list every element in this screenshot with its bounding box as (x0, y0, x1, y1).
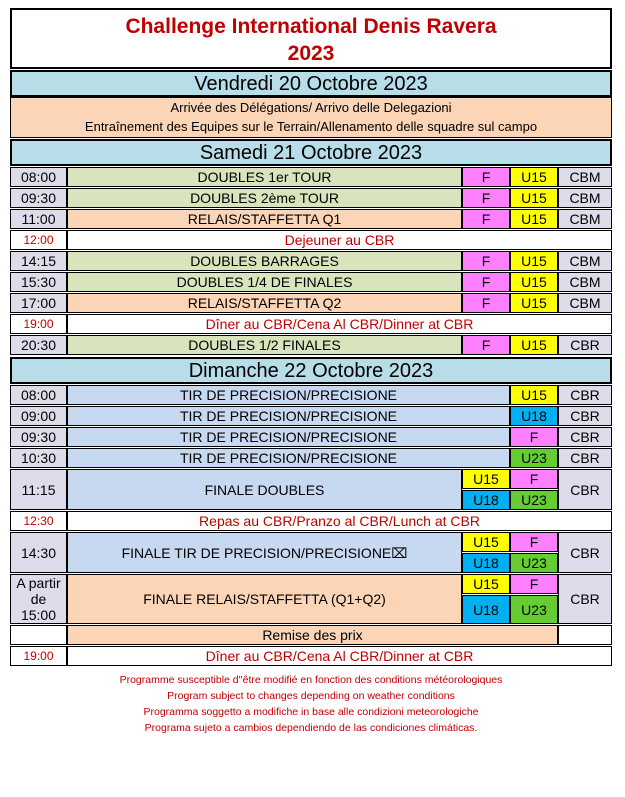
category-u23: U23 (510, 490, 558, 510)
title-line-1: Challenge International Denis Ravera (125, 15, 497, 38)
location-cell: CBR (558, 385, 612, 405)
category-u18: U18 (462, 553, 510, 573)
table-row (10, 406, 612, 426)
table-row (10, 448, 612, 468)
table-row (10, 230, 612, 250)
location-cell: CBM (558, 251, 612, 271)
prize-ceremony: Remise des prix (67, 625, 558, 645)
event-cell: DOUBLES 1er TOUR (67, 167, 462, 187)
event-cell: RELAIS/STAFFETTA Q1 (67, 209, 462, 229)
time-cell: 09:00 (10, 406, 67, 426)
category-u15: U15 (462, 574, 510, 594)
category-u15: U15 (510, 209, 558, 229)
event-cell: DOUBLES BARRAGES (67, 251, 462, 271)
table-row (10, 469, 612, 489)
time-cell: 19:00 (10, 646, 67, 666)
category-f: F (510, 532, 558, 552)
footer-line-en: Program subject to changes depending on weather conditions (167, 690, 455, 702)
meal-note: Dîner au CBR/Cena Al CBR/Dinner at CBR (67, 646, 612, 666)
table-row (10, 209, 612, 229)
time-cell: 08:00 (10, 385, 67, 405)
saturday-table (10, 166, 612, 356)
time-cell: 17:00 (10, 293, 67, 313)
time-cell: 20:30 (10, 335, 67, 355)
time-cell: 10:30 (10, 448, 67, 468)
location-cell: CBM (558, 209, 612, 229)
event-cell: FINALE TIR DE PRECISION/PRECISIONE⌧ (67, 532, 462, 573)
category-f: F (462, 335, 510, 355)
time-cell: 11:15 (10, 469, 67, 510)
page-title (10, 8, 612, 69)
friday-info-line-2: Entraînement des Equipes sur le Terrain/Allenamento delle squadre sul campo (84, 119, 538, 134)
table-row (10, 314, 612, 334)
location-cell: CBR (558, 469, 612, 510)
time-cell (10, 574, 67, 624)
friday-info (10, 97, 612, 138)
location-cell: CBR (558, 448, 612, 468)
footer-notes (10, 672, 612, 736)
category-u18: U18 (462, 595, 510, 624)
event-cell: RELAIS/STAFFETTA Q2 (67, 293, 462, 313)
table-row (10, 251, 612, 271)
saturday-heading: Samedi 21 Octobre 2023 (10, 139, 612, 166)
table-row (10, 532, 612, 552)
location-cell: CBM (558, 293, 612, 313)
meal-note: Repas au CBR/Pranzo al CBR/Lunch at CBR (67, 511, 612, 531)
time-line-3: 15:00 (20, 607, 57, 623)
event-cell: DOUBLES 2ème TOUR (67, 188, 462, 208)
time-line-2: de (30, 591, 47, 607)
category-u15: U15 (510, 293, 558, 313)
category-u23: U23 (510, 595, 558, 624)
event-cell: DOUBLES 1/2 FINALES (67, 335, 462, 355)
category-u15: U15 (510, 188, 558, 208)
location-cell: CBR (558, 335, 612, 355)
category-u15: U15 (510, 272, 558, 292)
time-cell: 09:30 (10, 427, 67, 447)
footer-line-es: Programa sujeto a cambios dependiendo de las condiciones climáticas. (144, 722, 478, 734)
location-cell: CBM (558, 272, 612, 292)
event-cell: TIR DE PRECISION/PRECISIONE (67, 427, 510, 447)
time-cell: 15:30 (10, 272, 67, 292)
table-row (10, 574, 612, 594)
location-cell: CBR (558, 574, 612, 624)
meal-note: Dîner au CBR/Cena Al CBR/Dinner at CBR (67, 314, 612, 334)
category-u15: U15 (462, 532, 510, 552)
time-cell: 19:00 (10, 314, 67, 334)
time-cell: 09:30 (10, 188, 67, 208)
event-cell: DOUBLES 1/4 DE FINALES (67, 272, 462, 292)
event-cell: FINALE RELAIS/STAFFETTA (Q1+Q2) (67, 574, 462, 624)
location-cell: CBR (558, 532, 612, 573)
time-cell: 11:00 (10, 209, 67, 229)
table-row (10, 646, 612, 666)
category-f: F (462, 293, 510, 313)
table-row (10, 167, 612, 187)
meal-note: Dejeuner au CBR (67, 230, 612, 250)
event-cell: TIR DE PRECISION/PRECISIONE (67, 406, 510, 426)
category-f: F (462, 251, 510, 271)
category-u15: U15 (510, 167, 558, 187)
category-u15: U15 (510, 385, 558, 405)
location-cell: CBM (558, 188, 612, 208)
sunday-heading: Dimanche 22 Octobre 2023 (10, 357, 612, 384)
event-cell: TIR DE PRECISION/PRECISIONE (67, 385, 510, 405)
title-line-2: 2023 (287, 42, 335, 65)
friday-info-line-1: Arrivée des Délégations/ Arrivo delle Delegazioni (170, 100, 452, 115)
location-cell: CBM (558, 167, 612, 187)
event-cell: TIR DE PRECISION/PRECISIONE (67, 448, 510, 468)
footer-line-it: Programma soggetto a modifiche in base alle condizioni meteorologiche (143, 706, 479, 718)
table-row (10, 335, 612, 355)
time-cell: 12:30 (10, 511, 67, 531)
table-row (10, 427, 612, 447)
category-f: F (462, 209, 510, 229)
category-u23: U23 (510, 553, 558, 573)
category-u15: U15 (462, 469, 510, 489)
category-f: F (462, 272, 510, 292)
footer-line-fr: Programme susceptible d''être modifié en fonction des conditions météorologiques (119, 674, 503, 686)
table-row (10, 385, 612, 405)
category-u18: U18 (462, 490, 510, 510)
schedule-page (10, 8, 612, 736)
location-cell: CBR (558, 406, 612, 426)
table-row (10, 272, 612, 292)
time-cell: 12:00 (10, 230, 67, 250)
sunday-table (10, 384, 612, 667)
empty-cell (10, 625, 67, 645)
category-f: F (510, 427, 558, 447)
event-cell: FINALE DOUBLES (67, 469, 462, 510)
category-u15: U15 (510, 335, 558, 355)
time-line-1: A partir (16, 575, 61, 591)
table-row (10, 511, 612, 531)
category-f: F (510, 574, 558, 594)
time-cell: 14:30 (10, 532, 67, 573)
location-cell: CBR (558, 427, 612, 447)
empty-cell (558, 625, 612, 645)
category-f: F (510, 469, 558, 489)
table-row (10, 293, 612, 313)
time-cell: 08:00 (10, 167, 67, 187)
friday-heading: Vendredi 20 Octobre 2023 (10, 70, 612, 97)
table-row (10, 625, 612, 645)
table-row (10, 188, 612, 208)
category-u23: U23 (510, 448, 558, 468)
time-cell: 14:15 (10, 251, 67, 271)
category-u18: U18 (510, 406, 558, 426)
category-f: F (462, 188, 510, 208)
category-u15: U15 (510, 251, 558, 271)
category-f: F (462, 167, 510, 187)
